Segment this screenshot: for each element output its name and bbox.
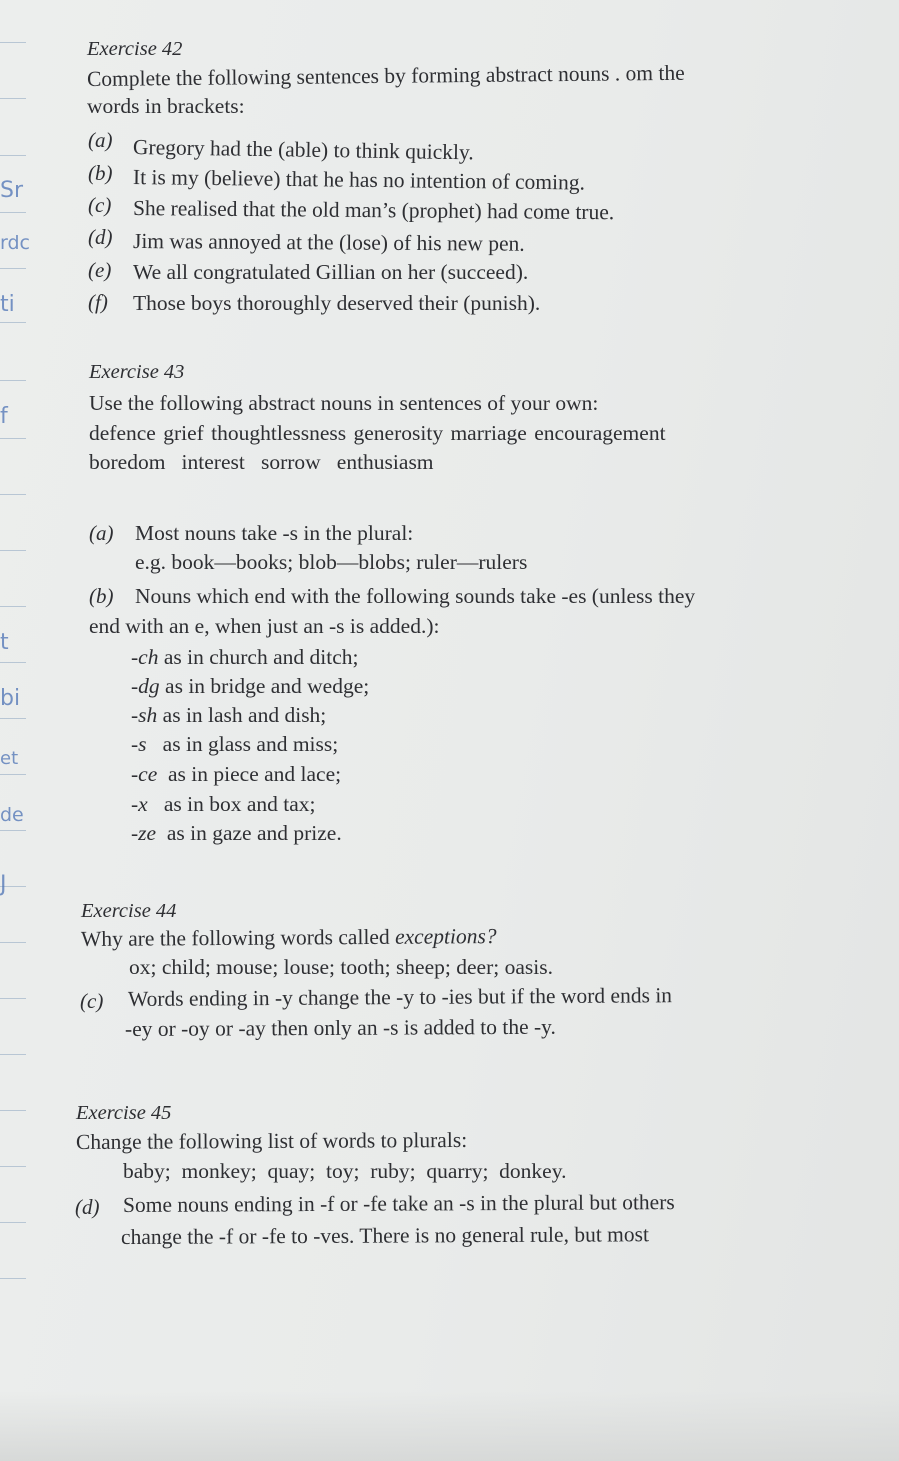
margin-rule [0, 606, 26, 607]
item-label: (f) [88, 290, 108, 314]
margin-bleed-through [0, 0, 60, 1461]
sound-example: as in lash and dish; [162, 703, 327, 727]
exercise-42-item: Gregory had the (able) to think quickly. [132, 135, 474, 165]
exercise-42-item: Jim was annoyed at the (lose) of his new pen. [132, 229, 525, 256]
exercise-42-item: She realised that the old man’s (prophet) had come true. [132, 196, 615, 225]
rule-b-text: end with an e, when just an -s is added.): [89, 614, 440, 638]
item-label: (b) [88, 161, 113, 185]
margin-rule [0, 98, 26, 99]
sound-rule [131, 762, 341, 786]
rule-label: (d) [75, 1195, 100, 1219]
exercise-42-item: We all congratulated Gillian on her (succeed). [133, 260, 529, 284]
item-label: (d) [88, 225, 113, 249]
sound-ending: -ze [131, 821, 157, 845]
sound-rule [131, 792, 316, 816]
exercise-45-title: Exercise 45 [76, 1102, 172, 1124]
rule-a-example: e.g. book—books; blob—blobs; ruler—rulers [135, 550, 528, 574]
margin-rule [0, 942, 26, 943]
rule-label: (a) [89, 521, 114, 545]
margin-handwriting: de [0, 804, 24, 826]
question-term: exceptions? [394, 924, 497, 949]
plurals-list: baby; monkey; quay; toy; ruby; quarry; donkey. [123, 1159, 567, 1183]
sound-ending: -s [131, 732, 147, 756]
exercise-42-title: Exercise 42 [87, 38, 183, 60]
sound-rule [131, 674, 369, 698]
sound-ending: -sh [131, 703, 158, 727]
exercise-42-item: Those boys thoroughly deserved their (punish). [133, 291, 541, 315]
rule-label: (b) [89, 584, 114, 608]
margin-handwriting: f [0, 404, 8, 429]
rule-d-text: change the -f or -fe to -ves. There is no general rule, but most [120, 1222, 650, 1249]
abstract-nouns-list: boredom interest sorrow enthusiasm [89, 450, 434, 474]
sound-example: as in box and tax; [163, 792, 316, 816]
rule-b-text: Nouns which end with the following sounds take -es (unless they [135, 584, 696, 608]
sound-rule [131, 645, 358, 669]
item-label: (a) [88, 128, 113, 152]
margin-rule [0, 998, 26, 999]
item-label: (c) [88, 193, 112, 217]
abstract-nouns-list: defence grief thoughtlessness generosity marriage encouragement [89, 421, 666, 445]
question-text: Why are the following words called [80, 924, 390, 951]
margin-rule [0, 550, 26, 551]
margin-handwriting: rdc [0, 232, 30, 254]
margin-rule [0, 718, 26, 719]
sound-rule [131, 732, 338, 756]
exercise-43-title: Exercise 43 [89, 361, 185, 383]
exercise-42-instruction: words in brackets: [87, 94, 245, 118]
margin-handwriting: t [0, 630, 9, 655]
rule-a-text: Most nouns take -s in the plural: [135, 521, 414, 545]
margin-handwriting: bi [0, 686, 21, 711]
sound-rule [131, 703, 326, 727]
margin-rule [0, 494, 26, 495]
margin-rule [0, 774, 26, 775]
sound-example: as in bridge and wedge; [165, 674, 370, 698]
sound-example: as in glass and miss; [162, 732, 339, 756]
exceptions-list: ox; child; mouse; louse; tooth; sheep; deer; oasis. [129, 955, 553, 979]
sound-ending: -ce [131, 762, 158, 786]
margin-handwriting: J [0, 872, 7, 897]
margin-rule [0, 42, 26, 43]
sound-example: as in piece and lace; [168, 762, 342, 786]
sound-example: as in gaze and prize. [166, 821, 342, 845]
sound-ending: -x [131, 792, 148, 816]
margin-rule [0, 830, 26, 831]
margin-handwriting: et [0, 748, 19, 769]
sound-rule [131, 821, 342, 845]
sound-ending: -dg [131, 674, 160, 698]
margin-rule [0, 1278, 26, 1279]
margin-handwriting: Sr [0, 178, 24, 203]
margin-rule [0, 268, 26, 269]
margin-rule [0, 155, 26, 156]
rule-d-text: Some nouns ending in -f or -fe take an -s in the plural but others [122, 1190, 675, 1217]
margin-rule [0, 380, 26, 381]
exercise-42-instruction: Complete the following sentences by forming abstract nouns . om the [86, 60, 685, 91]
sound-ending: -ch [131, 645, 159, 669]
rule-c-text: -ey or -oy or -ay then only an -s is added to the -y. [124, 1014, 556, 1041]
margin-rule [0, 212, 26, 213]
margin-rule [0, 438, 26, 439]
exercise-44-question [81, 924, 497, 951]
exercise-42-item: It is my (believe) that he has no intention of coming. [132, 165, 586, 195]
margin-rule [0, 1054, 26, 1055]
margin-rule [0, 1222, 26, 1223]
page-edge-shadow [0, 1391, 899, 1461]
margin-rule [0, 662, 26, 663]
sound-example: as in church and ditch; [163, 645, 359, 669]
rule-label: (c) [80, 989, 104, 1013]
exercise-45-instruction: Change the following list of words to plurals: [75, 1127, 468, 1154]
margin-rule [0, 1166, 26, 1167]
margin-rule [0, 1110, 26, 1111]
exercise-44-title: Exercise 44 [81, 900, 177, 922]
item-label: (e) [88, 258, 112, 282]
margin-rule [0, 322, 26, 323]
exercise-43-instruction: Use the following abstract nouns in sentences of your own: [89, 391, 599, 415]
margin-handwriting: ti [0, 292, 15, 317]
rule-c-text: Words ending in -y change the -y to -ies but if the word ends in [127, 983, 673, 1011]
